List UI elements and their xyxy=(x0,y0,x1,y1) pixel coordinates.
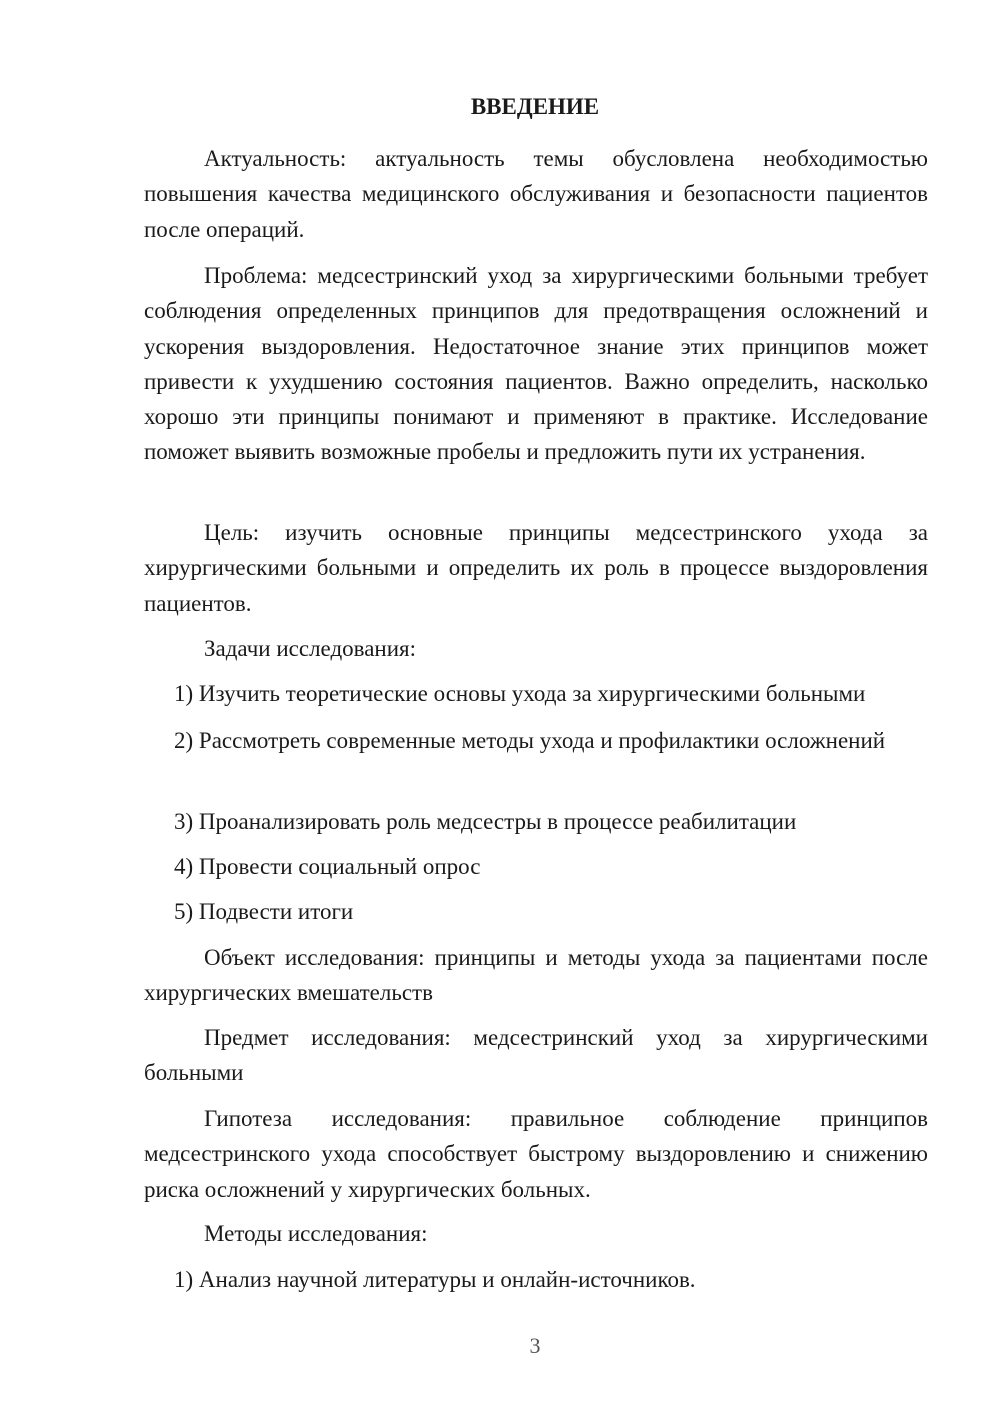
task-item: 5) Подвести итоги xyxy=(174,899,354,924)
task-item: 2) Рассмотреть современные методы ухода и профилактики осложнений xyxy=(174,728,886,753)
task-item: 1) Изучить теоретические основы ухода за хирургическими больными xyxy=(174,681,866,706)
subject-paragraph: Предмет исследования: медсестринский уход за хирургическими больными xyxy=(144,1025,928,1086)
method-item: 1) Анализ научной литературы и онлайн-источников. xyxy=(174,1267,696,1292)
object-paragraph: Объект исследования: принципы и методы ухода за пациентами после хирургических вмешательств xyxy=(144,945,928,1006)
page-number: 3 xyxy=(529,1333,541,1358)
goal-paragraph: Цель: изучить основные принципы медсестринского ухода за хирургическими больными и определить их роль в процессе выздоровления пациентов. xyxy=(144,520,928,616)
relevance-paragraph: Актуальность: актуальность темы обусловлена необходимостью повышения качества медицинского обслуживания и безопасности пациентов после операций. xyxy=(144,146,928,242)
section-title: ВВЕДЕНИЕ xyxy=(470,94,600,119)
task-item: 3) Проанализировать роль медсестры в процессе реабилитации xyxy=(174,809,797,834)
hypothesis-paragraph: Гипотеза исследования: правильное соблюдение принципов медсестринского ухода способствует быстрому выздоровлению и снижению риска осложнений у хирургических больных. xyxy=(144,1106,928,1202)
problem-paragraph: Проблема: медсестринский уход за хирургическими больными требует соблюдения определенных принципов для предотвращения осложнений и ускорения выздоровления. Недостаточное знание этих принципов может привести к ухудшению состояния пациентов. Важно определить, насколько хорошо эти принципы понимают и применяют в практике. Исследование поможет выявить возможные пробелы и предложить пути их устранения. xyxy=(144,263,928,465)
task-item: 4) Провести социальный опрос xyxy=(174,854,481,879)
tasks-heading: Задачи исследования: xyxy=(204,636,417,661)
methods-heading: Методы исследования: xyxy=(204,1221,428,1246)
